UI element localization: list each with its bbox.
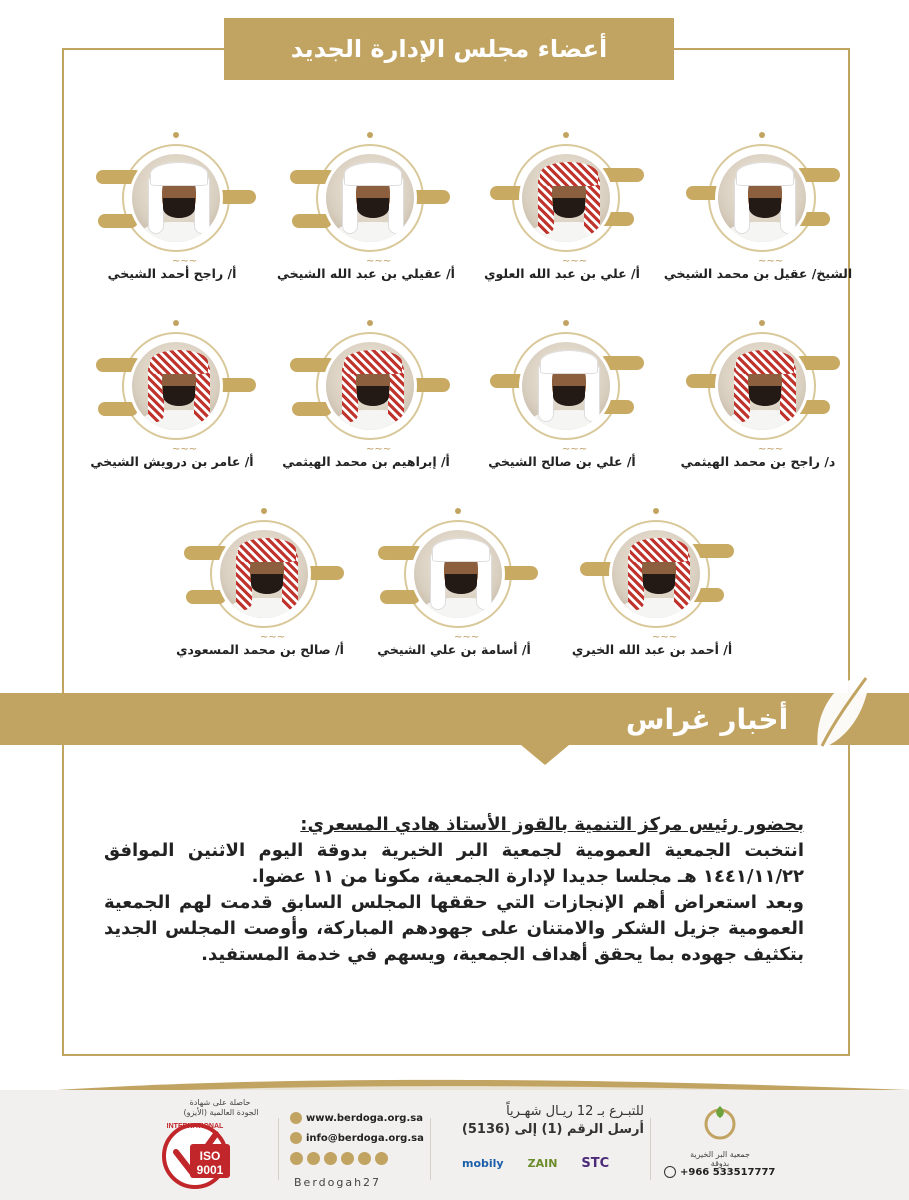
footer [0, 1090, 909, 1200]
portrait-shemagh [238, 538, 296, 562]
member-card [354, 506, 554, 666]
iso-badge [150, 1112, 240, 1190]
footer-divider [430, 1118, 431, 1180]
leaf-icon [808, 670, 878, 754]
news-lead: بحضور رئيس مركز التنمية بالقوز الأستاذ هادي المسعري: [300, 814, 804, 835]
carrier-logos [462, 1156, 609, 1171]
website-link[interactable] [290, 1112, 423, 1124]
squiggle-ornament: ~~~ [758, 444, 784, 455]
member-photo [323, 151, 417, 245]
donate-line-2: أرسل الرقم (1) إلى (5136) [461, 1122, 644, 1137]
iso-label: ISO [199, 1149, 221, 1163]
frame-ornament [455, 508, 461, 514]
squiggle-ornament: ~~~ [562, 256, 588, 267]
portrait-shemagh [150, 162, 208, 186]
member-photo [715, 339, 809, 433]
portrait-beard [445, 574, 477, 594]
squiggle-ornament: ~~~ [454, 632, 480, 643]
member-photo [519, 339, 613, 433]
website-text: www.berdoga.org.sa [306, 1112, 423, 1124]
whatsapp-contact[interactable] [664, 1166, 775, 1178]
instagram-icon[interactable] [307, 1152, 320, 1165]
frame-ornament [261, 508, 267, 514]
news-paragraph-1: انتخبت الجمعية العمومية لجمعية البر الخيرية بدوقة اليوم الاثنين الموافق ١٤٤١/١١/٢٢ هـ مجلسا جديدا لإدارة الجمعية، مكونا من ١١ عضوا. [104, 840, 804, 887]
member-card [462, 318, 662, 478]
portrait-beard [643, 574, 675, 594]
globe-icon [290, 1112, 302, 1124]
member-photo [129, 339, 223, 433]
portrait-beard [553, 386, 585, 406]
frame-ornament [367, 320, 373, 326]
news-pointer [521, 745, 569, 765]
news-paragraph-2: وبعد استعراض أهم الإنجازات التي حققها المجلس السابق قدمت لهم الجمعية العمومية جزيل الشكر والامتنان على جهودهم المباركة، وأوصت المجلس الجديد بتكثيف جهوده بما يحقق أهداف الجمعية، ويسهم في خدمة المستفيد. [104, 892, 804, 965]
member-name: أ/ إبراهيم بن محمد الهيثمي [282, 454, 450, 469]
frame-ornament [563, 132, 569, 138]
member-photo [609, 527, 703, 621]
portrait-shemagh [150, 350, 208, 374]
member-name: د/ راجح بن محمد الهيثمي [680, 454, 836, 469]
twitter-icon[interactable] [341, 1152, 354, 1165]
frame-ornament [759, 132, 765, 138]
news-body [104, 812, 804, 968]
portrait-shemagh [344, 350, 402, 374]
facebook-icon[interactable] [290, 1152, 303, 1165]
portrait-shemagh [344, 162, 402, 186]
squiggle-ornament: ~~~ [260, 632, 286, 643]
logo-caption: جمعية البر الخيرية بدوقة [690, 1150, 750, 1168]
portrait-beard [749, 386, 781, 406]
portrait-shemagh [736, 162, 794, 186]
youtube-icon[interactable] [324, 1152, 337, 1165]
member-photo [519, 151, 613, 245]
page-title: أعضاء مجلس الإدارة الجديد [224, 18, 674, 80]
email-icon [290, 1132, 302, 1144]
member-name: أ/ أحمد بن عبد الله الخيري [571, 642, 733, 657]
frame-ornament [563, 320, 569, 326]
iso-number: 9001 [196, 1163, 224, 1177]
squiggle-ornament: ~~~ [652, 632, 678, 643]
footer-divider [278, 1118, 279, 1180]
frame-ornament [173, 320, 179, 326]
portrait-shemagh [630, 538, 688, 562]
snapchat-icon[interactable] [375, 1152, 388, 1165]
carrier-stc: STC [581, 1156, 610, 1171]
carrier-zain: ZAIN [527, 1157, 558, 1170]
member-photo [217, 527, 311, 621]
frame-ornament [367, 132, 373, 138]
member-name: أ/ أسامة بن علي الشيخي [377, 642, 531, 657]
portrait-beard [553, 198, 585, 218]
footer-divider [650, 1118, 651, 1180]
member-name: أ/ عقيلي بن عبد الله الشيخي [277, 266, 455, 281]
social-icons [290, 1152, 388, 1165]
squiggle-ornament: ~~~ [758, 256, 784, 267]
portrait-beard [357, 386, 389, 406]
member-card [552, 506, 752, 666]
member-name: أ/ عامر بن درويش الشيخي [90, 454, 254, 469]
iso-caption-2: الجودة العالمية (الأيزو) [183, 1108, 259, 1117]
member-card [266, 318, 466, 478]
member-name: أ/ علي بن عبد الله العلوي [484, 266, 640, 281]
phone-number: +966 533517777 [680, 1166, 776, 1178]
member-name: الشيخ/ عقيل بن محمد الشيخي [663, 266, 853, 281]
portrait-shemagh [432, 538, 490, 562]
iso-ring-label: INTERNATIONAL [166, 1123, 224, 1130]
member-photo [129, 151, 223, 245]
portrait-beard [163, 198, 195, 218]
carrier-mobily: mobily [462, 1157, 504, 1170]
donate-line-1: للتبـرع بـ 12 ريـال شهـرياً [506, 1104, 644, 1119]
member-card [266, 130, 466, 290]
frame-ornament [653, 508, 659, 514]
member-name: أ/ صالح بن محمد المسعودي [176, 642, 344, 657]
member-card [462, 130, 662, 290]
member-photo [715, 151, 809, 245]
telegram-icon[interactable] [358, 1152, 371, 1165]
frame-ornament [173, 132, 179, 138]
member-card [658, 130, 858, 290]
member-photo [411, 527, 505, 621]
member-photo [323, 339, 417, 433]
email-text: info@berdoga.org.sa [306, 1132, 424, 1144]
member-card [72, 318, 272, 478]
email-link[interactable] [290, 1132, 424, 1144]
squiggle-ornament: ~~~ [366, 256, 392, 267]
social-handle: Berdogah27 [294, 1176, 382, 1189]
portrait-beard [251, 574, 283, 594]
member-card [160, 506, 360, 666]
member-card [72, 130, 272, 290]
news-title: أخبار غراس [625, 703, 789, 736]
squiggle-ornament: ~~~ [172, 444, 198, 455]
portrait-shemagh [540, 162, 598, 186]
portrait-beard [163, 386, 195, 406]
squiggle-ornament: ~~~ [366, 444, 392, 455]
member-name: أ/ راجح أحمد الشيخي [107, 266, 237, 281]
iso-caption-1: حاصلة على شهادة [189, 1098, 251, 1107]
portrait-beard [749, 198, 781, 218]
portrait-beard [357, 198, 389, 218]
member-card [658, 318, 858, 478]
squiggle-ornament: ~~~ [562, 444, 588, 455]
member-name: أ/ علي بن صالح الشيخي [488, 454, 636, 469]
portrait-shemagh [540, 350, 598, 374]
squiggle-ornament: ~~~ [172, 256, 198, 267]
portrait-shemagh [736, 350, 794, 374]
org-logo [700, 1102, 740, 1148]
frame-ornament [759, 320, 765, 326]
whatsapp-icon [664, 1166, 676, 1178]
